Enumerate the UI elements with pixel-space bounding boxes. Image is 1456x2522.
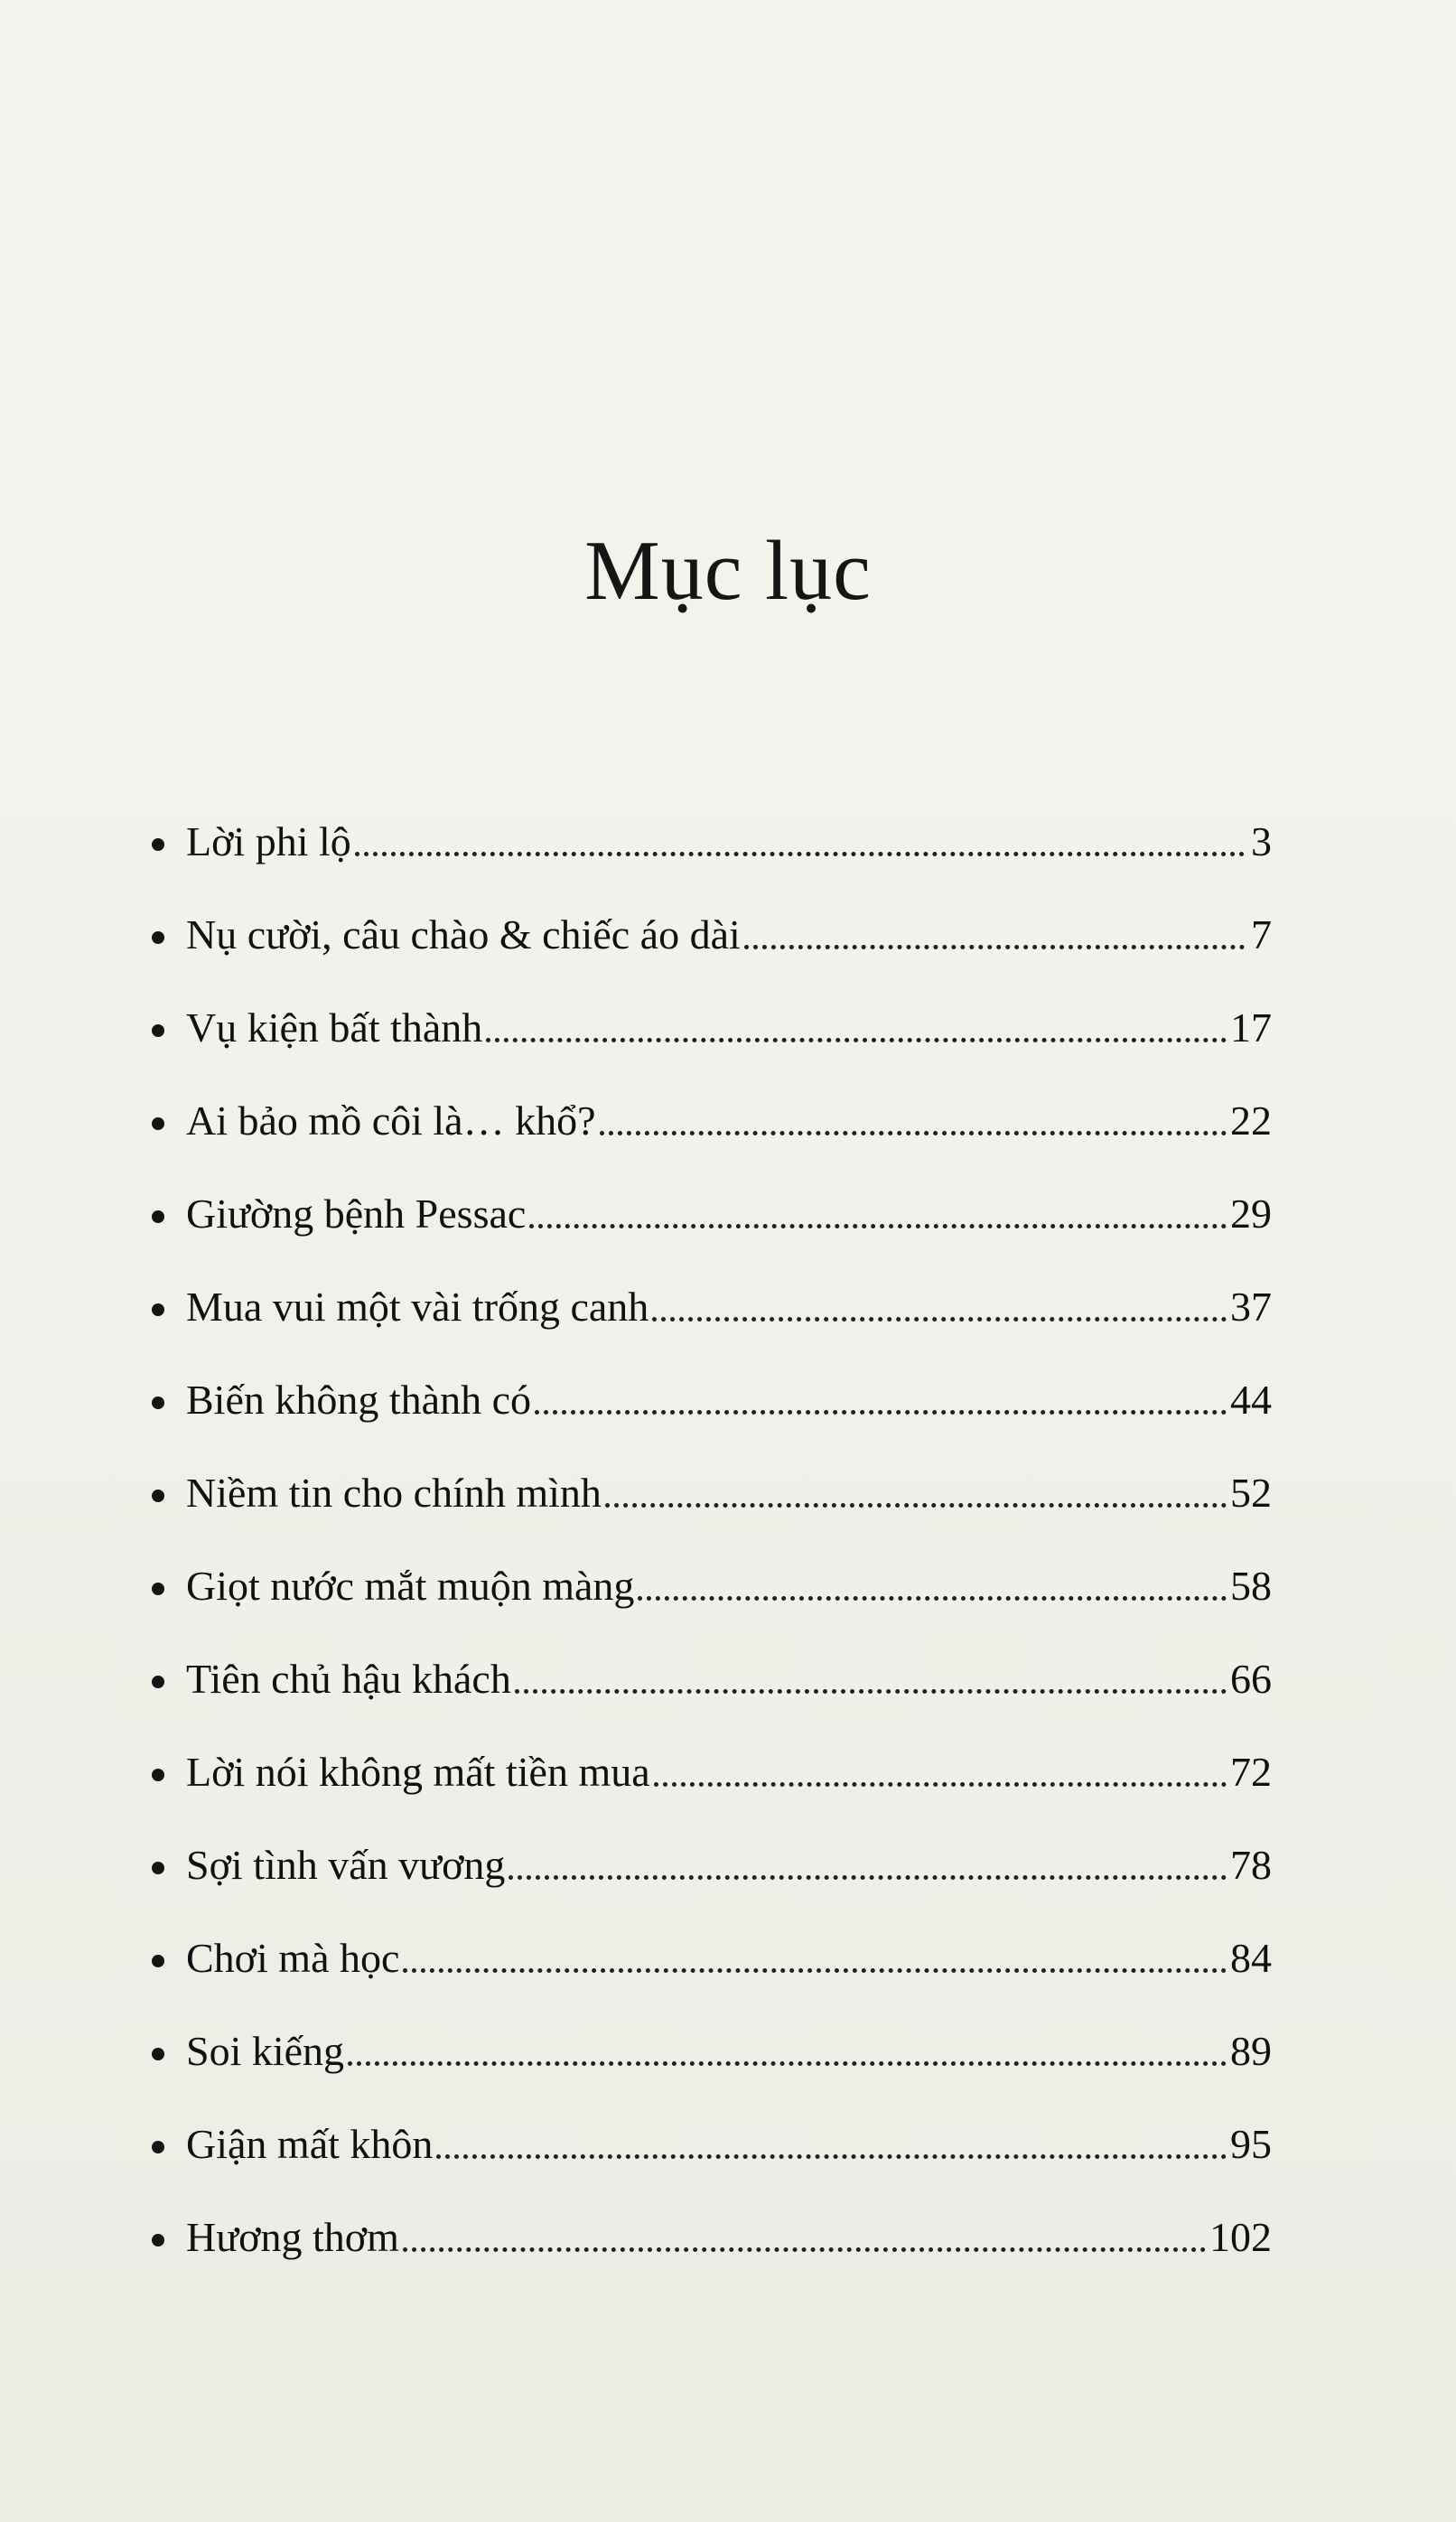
dot-leader — [654, 1782, 1227, 1787]
toc-item — [152, 1455, 1272, 1518]
toc-item-title: Nụ cười, câu chào & chiếc áo dài — [186, 911, 741, 957]
bullet-icon — [152, 931, 164, 944]
toc-item-title: Niềm tin cho chính mình — [186, 1470, 602, 1516]
bullet-icon — [152, 1117, 164, 1130]
toc-item-page: 17 — [1230, 1004, 1272, 1051]
toc-item-page: 52 — [1230, 1470, 1272, 1516]
bullet-icon — [152, 1490, 164, 1502]
bullet-icon — [152, 1862, 164, 1874]
toc-item — [152, 1734, 1272, 1798]
toc-item-page: 95 — [1230, 2121, 1272, 2167]
toc-item-title: Tiên chủ hậu khách — [186, 1656, 511, 1702]
toc-item-title: Sợi tình vấn vương — [186, 1842, 506, 1888]
bullet-icon — [152, 1955, 164, 1967]
toc-item — [152, 1827, 1272, 1891]
toc-item-page: 44 — [1230, 1377, 1272, 1423]
toc-item-title: Soi kiếng — [186, 2028, 345, 2074]
bullet-icon — [152, 1024, 164, 1037]
toc-item-title: Hương thơm — [186, 2214, 399, 2260]
bullet-icon — [152, 2048, 164, 2060]
toc-item-page: 78 — [1230, 1842, 1272, 1888]
dot-leader — [605, 1503, 1227, 1508]
toc-item-page: 66 — [1230, 1656, 1272, 1702]
page-title: Mục lục — [584, 524, 872, 618]
dot-leader — [515, 1689, 1227, 1694]
toc-item — [152, 990, 1272, 1053]
toc-item-title: Vụ kiện bất thành — [186, 1004, 483, 1051]
toc-item-page: 84 — [1230, 1935, 1272, 1981]
toc-item — [152, 1641, 1272, 1705]
dot-leader — [403, 1968, 1227, 1973]
toc-item-page: 22 — [1230, 1098, 1272, 1144]
toc-item — [152, 1548, 1272, 1611]
toc-item-title: Giọt nước mắt muộn màng — [186, 1563, 635, 1609]
toc-item — [152, 1083, 1272, 1146]
toc-item — [152, 2013, 1272, 2077]
dot-leader — [529, 1224, 1227, 1228]
toc-item-title: Giận mất khôn — [186, 2121, 434, 2167]
toc-item-page: 3 — [1251, 818, 1272, 864]
dot-leader — [652, 1317, 1227, 1322]
dot-leader — [744, 945, 1245, 949]
toc-item-title: Chơi mà học — [186, 1935, 400, 1981]
bullet-icon — [152, 1210, 164, 1223]
bullet-icon — [152, 1396, 164, 1409]
dot-leader — [486, 1038, 1227, 1042]
dot-leader — [436, 2154, 1227, 2159]
bullet-icon — [152, 1303, 164, 1316]
toc-item-title: Giường bệnh Pessac — [186, 1191, 527, 1237]
toc-item-page: 58 — [1230, 1563, 1272, 1609]
toc-item-title: Mua vui một vài trống canh — [186, 1284, 649, 1330]
toc-item-title: Ai bảo mồ côi là… khổ? — [186, 1098, 596, 1144]
toc-item-page: 37 — [1230, 1284, 1272, 1330]
toc-item — [152, 2200, 1272, 2263]
bullet-icon — [152, 838, 164, 851]
bullet-icon — [152, 2141, 164, 2153]
toc-item-title: Lời nói không mất tiền mua — [186, 1749, 650, 1795]
toc-item — [152, 1176, 1272, 1239]
bullet-icon — [152, 2234, 164, 2246]
toc-item-title: Lời phi lộ — [186, 818, 351, 864]
toc-item — [152, 804, 1272, 867]
dot-leader — [638, 1596, 1227, 1601]
toc-item — [152, 2106, 1272, 2170]
dot-leader — [600, 1131, 1227, 1135]
bullet-icon — [152, 1676, 164, 1688]
toc-item-page: 102 — [1209, 2214, 1272, 2260]
toc-item-page: 89 — [1230, 2028, 1272, 2074]
bullet-icon — [152, 1769, 164, 1781]
toc-item — [152, 1920, 1272, 1984]
toc-item-page: 72 — [1230, 1749, 1272, 1795]
bullet-icon — [152, 1583, 164, 1595]
toc-item-page: 29 — [1230, 1191, 1272, 1237]
toc-item — [152, 897, 1272, 960]
dot-leader — [403, 2247, 1206, 2252]
toc-item — [152, 1362, 1272, 1425]
toc-item — [152, 1269, 1272, 1332]
dot-leader — [348, 2061, 1227, 2066]
toc-item-title: Biến không thành có — [186, 1377, 531, 1423]
dot-leader — [535, 1410, 1227, 1415]
dot-leader — [355, 852, 1245, 856]
toc-item-page: 7 — [1251, 911, 1272, 957]
dot-leader — [509, 1875, 1227, 1880]
